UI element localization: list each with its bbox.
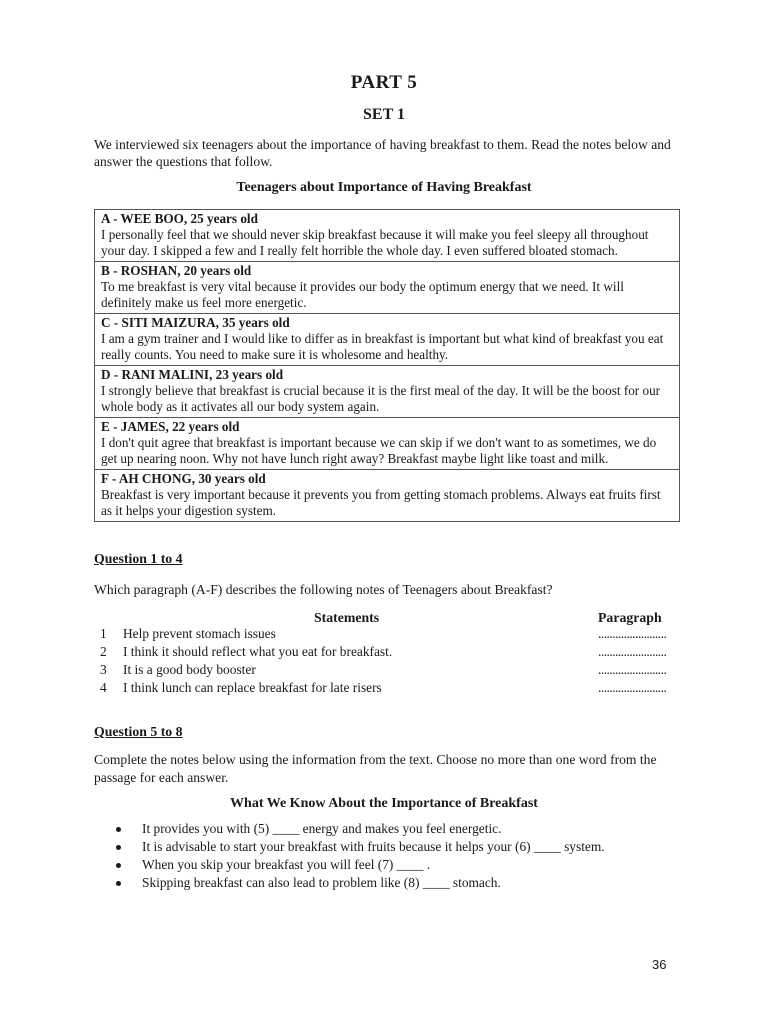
statement-row [94,644,684,662]
table-row [95,366,680,418]
paragraph-cell-e [95,418,680,470]
answer-blank[interactable]: ........................ [598,626,667,641]
notes-bullet-list [112,820,692,892]
paragraph-heading: A - WEE BOO, 25 years old [101,211,258,226]
page-number: 36 [652,957,667,972]
table-row [95,314,680,366]
table-row [95,470,680,522]
list-item [112,838,692,856]
paragraph-heading: C - SITI MAIZURA, 35 years old [101,315,290,330]
bullet-icon [116,827,121,832]
question-5-8-heading: Question 5 to 8 [94,724,183,739]
answer-blank[interactable]: ........................ [598,680,667,695]
paragraph-cell-f [95,470,680,522]
statements-header: Statements [314,610,380,625]
question-1-4-heading: Question 1 to 4 [94,551,183,566]
list-item [112,874,692,892]
statement-list [94,626,684,698]
statement-text: I think it should reflect what you eat for breakfast. [123,644,393,659]
set-title: SET 1 [363,106,405,123]
paragraph-cell-a [95,210,680,262]
part-title: PART 5 [350,72,418,93]
paragraph-cell-c [95,314,680,366]
paragraph-heading: F - AH CHONG, 30 years old [101,471,266,486]
bullet-text: Skipping breakfast can also lead to problem like (8) ____ stomach. [142,875,501,890]
paragraph-header: Paragraph [598,610,662,625]
paragraph-heading: D - RANI MALINI, 23 years old [101,367,284,382]
paragraph-text: I don't quit agree that breakfast is important because we can skip if we don't want to as sometimes, we do get up nearing noon. Why not have lunch right away? Breakfast maybe light like toast and milk. [101,435,657,466]
statement-number: 3 [100,662,107,677]
paragraph-text: I strongly believe that breakfast is crucial because it is the first meal of the day. It will be the boost for our whole body as it activates all our body system again. [101,383,661,414]
notes-title: What We Know About the Importance of Breakfast [230,796,538,811]
bullet-text: It provides you with (5) ____ energy and makes you feel energetic. [142,821,502,836]
statement-row [94,662,684,680]
intro-text: We interviewed six teenagers about the importance of having breakfast to them. Read the notes below and answer the questions that follow. [94,137,671,169]
answer-blank[interactable]: ........................ [598,662,667,677]
table-title: Teenagers about Importance of Having Breakfast [236,180,532,195]
statement-number: 4 [100,680,107,695]
paragraph-text: I personally feel that we should never skip breakfast because it will make you feel sleepy all throughout your day. I skipped a few and I really felt horrible the whole day. I even suffered bloated stomach. [101,227,649,258]
question-5-8-instruction: Complete the notes below using the information from the text. Choose no more than one word from the passage for each answer. [94,752,657,785]
bullet-icon [116,863,121,868]
question-1-4-instruction: Which paragraph (A-F) describes the following notes of Teenagers about Breakfast? [94,582,553,597]
statement-number: 2 [100,644,107,659]
table-row [95,418,680,470]
bullet-icon [116,881,121,886]
bullet-icon [116,845,121,850]
paragraph-heading: B - ROSHAN, 20 years old [101,263,252,278]
statement-row [94,626,684,644]
bullet-text: It is advisable to start your breakfast with fruits because it helps your (6) ____ system. [142,839,605,854]
paragraph-cell-d [95,366,680,418]
teenager-notes-table [94,209,680,522]
paragraph-text: Breakfast is very important because it prevents you from getting stomach problems. Always eat fruits first as it helps your digestion system. [101,487,661,518]
statement-text: Help prevent stomach issues [123,626,276,641]
statement-number: 1 [100,626,107,641]
table-row [95,210,680,262]
statement-text: It is a good body booster [123,662,256,677]
list-item [112,856,692,874]
answer-blank[interactable]: ........................ [598,644,667,659]
paragraph-text: I am a gym trainer and I would like to differ as in breakfast is important but what kind of breakfast you eat really counts. You need to make sure it is wholesome and healthy. [101,331,664,362]
list-item [112,820,692,838]
bullet-text: When you skip your breakfast you will feel (7) ____ . [142,857,431,872]
statement-text: I think lunch can replace breakfast for late risers [123,680,382,695]
paragraph-text: To me breakfast is very vital because it provides our body the optimum energy that we need. It will definitely make us feel more energetic. [101,279,624,310]
paragraph-heading: E - JAMES, 22 years old [101,419,240,434]
statement-row [94,680,684,698]
table-row [95,262,680,314]
paragraph-cell-b [95,262,680,314]
